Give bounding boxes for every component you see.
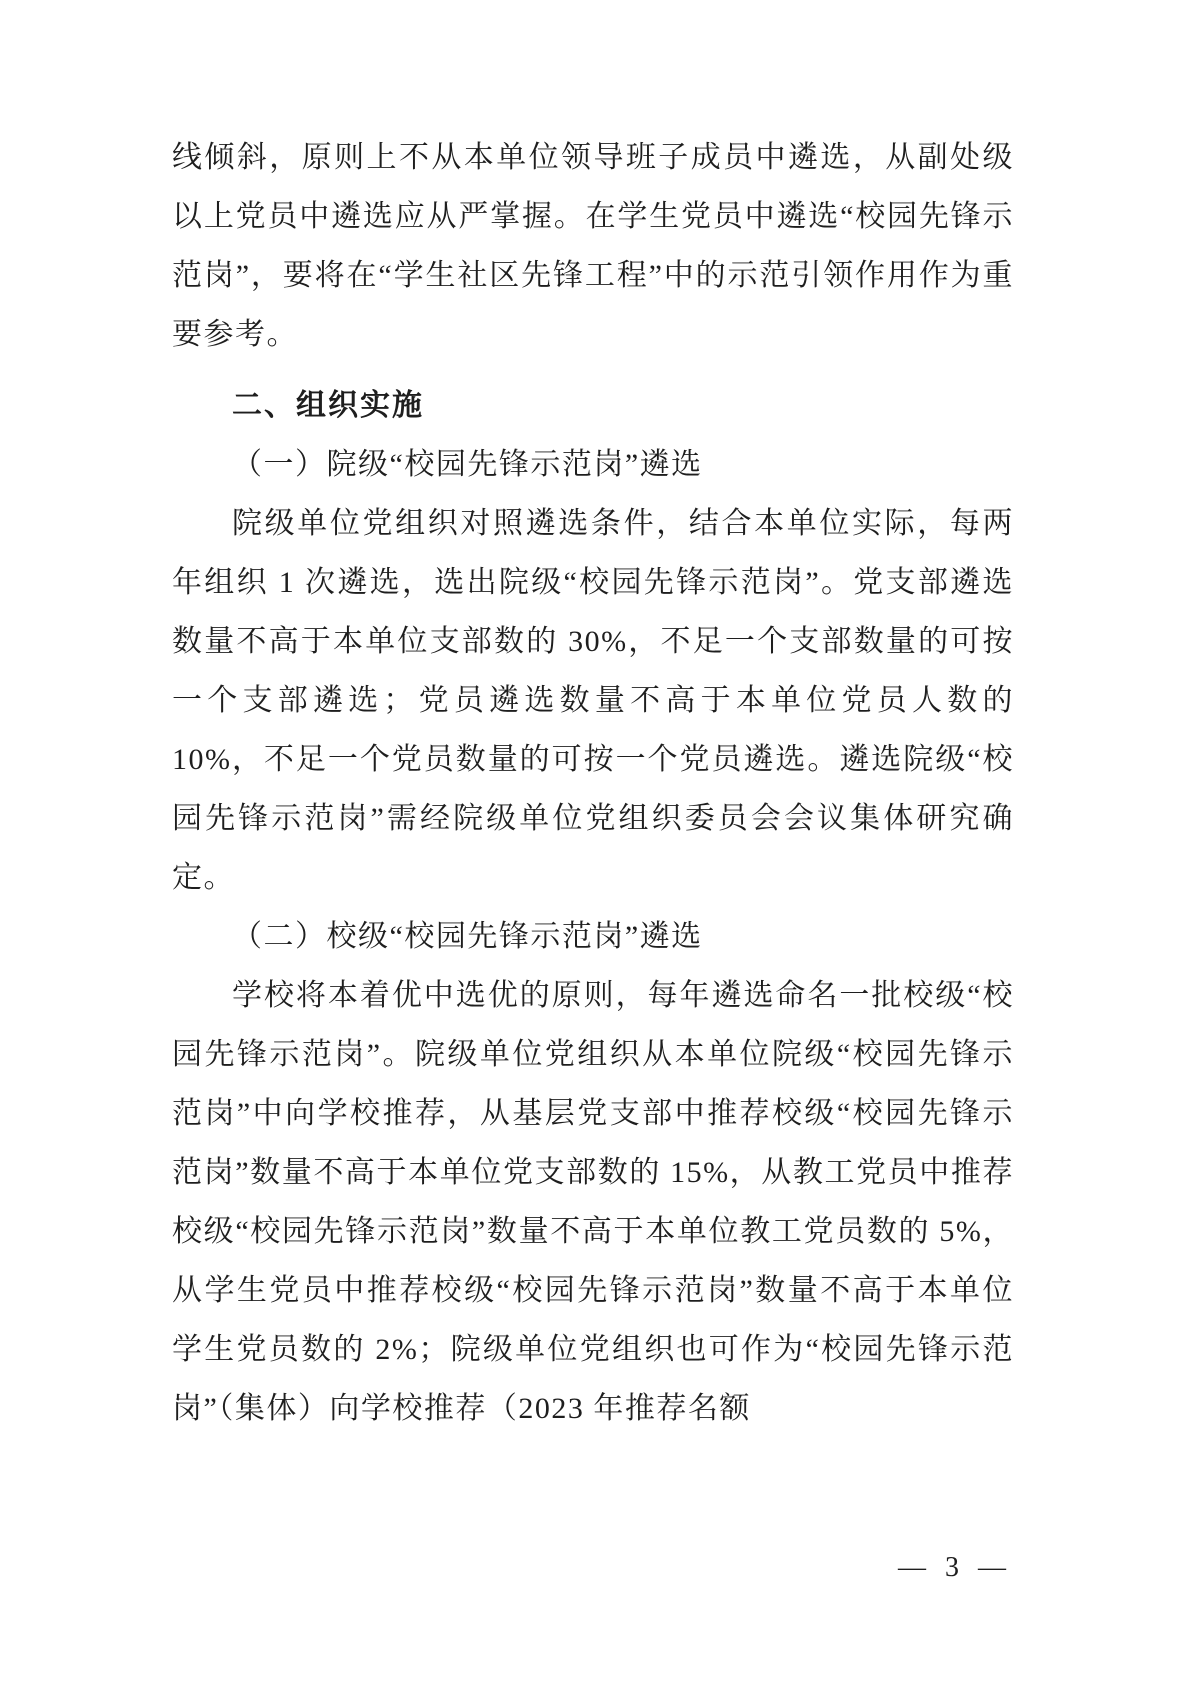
page-number: — 3 — bbox=[898, 1552, 1012, 1583]
section-heading-organization-implementation: 二、组织实施 bbox=[232, 389, 424, 422]
subsection-heading-college-level-selection: （一）院级“校园先锋示范岗”遴选 bbox=[232, 448, 703, 481]
subsection-heading-school-level-selection: （二）校级“校园先锋示范岗”遴选 bbox=[232, 920, 703, 953]
paragraph-school-level-selection: 学校将本着优中选优的原则，每年遴选命名一批校级“校园先锋示范岗”。院级单位党组织从本单位院级“校园先锋示范岗”中向学校推荐，从基层党支部中推荐校级“校园先锋示范岗”数量不高于本单位党支部数的 15%，从教工党员中推荐校级“校园先锋示范岗”数量不高于本单位教工党员数的 5%，从学生党员中推荐校级“校园先锋示范岗”数量不高于本单位学生党员数的 2%；院级单位党组织也可作为“校园先锋示范岗”（集体）向学校推荐（2023 年推荐名额 bbox=[172, 979, 1014, 1425]
paragraph-continuation: 线倾斜，原则上不从本单位领导班子成员中遴选，从副处级以上党员中遴选应从严掌握。在学生党员中遴选“校园先锋示范岗”，要将在“学生社区先锋工程”中的示范引领作用作为重要参考。 bbox=[172, 141, 1014, 351]
paragraph-college-level-selection: 院级单位党组织对照遴选条件，结合本单位实际，每两年组织 1 次遴选，选出院级“校园先锋示范岗”。党支部遴选数量不高于本单位支部数的 30%，不足一个支部数量的可按一个支部遴选；党员遴选数量不高于本单位党员人数的 10%，不足一个党员数量的可按一个党员遴选。遴选院级“校园先锋示范岗”需经院级单位党组织委员会会议集体研究确定。 bbox=[172, 507, 1014, 894]
document-body bbox=[172, 128, 1014, 1438]
